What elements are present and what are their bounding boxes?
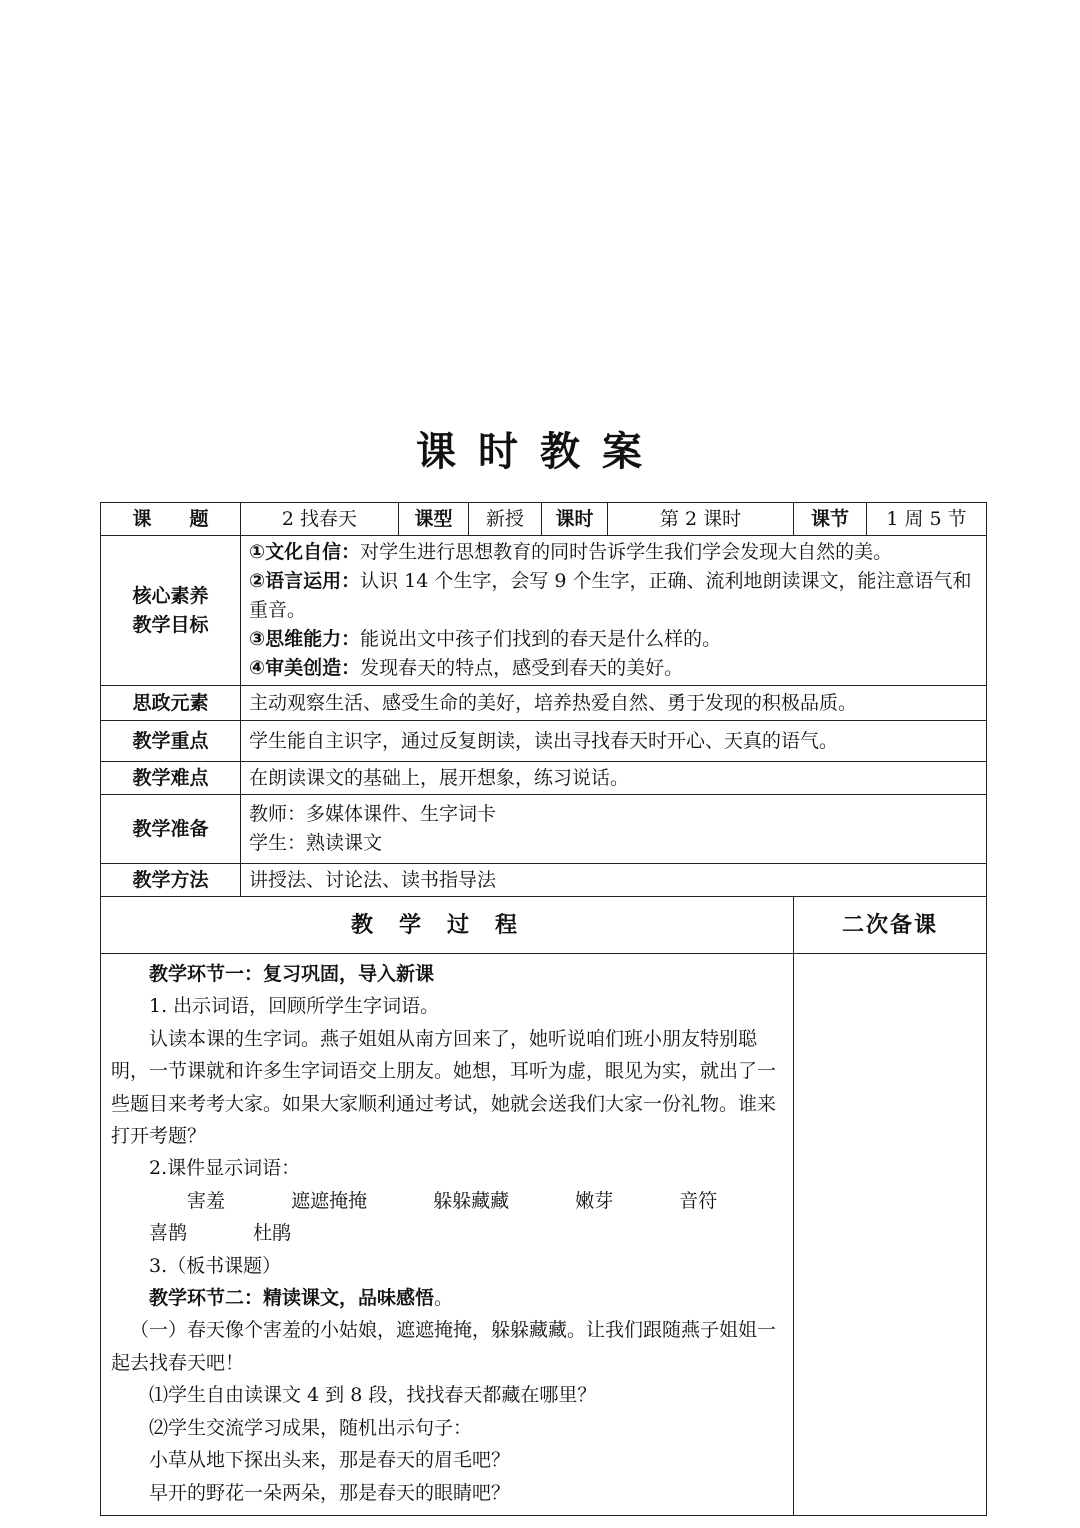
word: 音符: [679, 1189, 718, 1212]
goal-item: ③思维能力：能说出文中孩子们找到的春天是什么样的。: [249, 628, 722, 650]
step1-item1: 1. 出示词语，回顾所学生字词语。: [149, 995, 440, 1018]
step1-para: 认读本课的生字词。燕子姐姐从南方回来了，她听说咱们班小朋友特别聪明，一节课就和许多生字词语交上朋友。她想，耳听为虚，眼见为实，就出了一些题目来考考大家。如果大家顺利通过考试，她就会送我们大家一份礼物。谁来打开考题？: [111, 1027, 777, 1148]
step2-sub1: （一）春天像个害羞的小姑娘，遮遮掩掩，躲躲藏藏。让我们跟随燕子姐姐一起去找春天吧！: [111, 1319, 777, 1374]
preparation-row: [101, 795, 987, 864]
ideology-text: 主动观察生活、感受生命的美好，培养热爱自然、勇于发现的积极品质。: [241, 686, 987, 721]
period-label: 课时: [542, 503, 608, 536]
topic-value: 2 找春天: [241, 503, 399, 536]
word: 害羞: [187, 1189, 226, 1212]
header-row: [101, 503, 987, 536]
step1-item2: 2.课件显示词语：: [149, 1157, 301, 1180]
goals-label: [101, 536, 241, 686]
preparation-content: [241, 795, 987, 864]
section-value: 1 周 5 节: [867, 503, 987, 536]
lesson-plan-table: [100, 502, 987, 1516]
goal-item: ①文化自信：对学生进行思想教育的同时告诉学生我们学会发现大自然的美。: [249, 541, 893, 563]
topic-label: 课 题: [101, 503, 241, 536]
word: 喜鹊: [149, 1222, 188, 1245]
second-prep-header: 二次备课: [794, 897, 987, 954]
word: 遮遮掩掩: [291, 1189, 368, 1212]
method-row: [101, 864, 987, 897]
page-title: 课时教案: [416, 429, 664, 475]
key-point-label: 教学重点: [101, 721, 241, 762]
method-text: 讲授法、讨论法、读书指导法: [241, 864, 987, 897]
ideology-label: 思政元素: [101, 686, 241, 721]
process-body-row: [101, 954, 987, 1516]
method-label: 教学方法: [101, 864, 241, 897]
type-label: 课型: [399, 503, 469, 536]
step2-sentence2: 早开的野花一朵两朵，那是春天的眼睛吧？: [149, 1481, 511, 1504]
ideology-row: [101, 686, 987, 721]
process-body: [101, 954, 794, 1516]
word: 杜鹃: [253, 1222, 292, 1245]
word-list: [111, 1185, 785, 1250]
process-header: 教学过程: [101, 897, 794, 954]
word: 嫩芽: [575, 1189, 614, 1212]
preparation-label: 教学准备: [101, 795, 241, 864]
goal-item: ④审美创造：发现春天的特点，感受到春天的美好。: [249, 657, 684, 679]
difficulty-text: 在朗读课文的基础上，展开想象，练习说话。: [241, 762, 987, 795]
key-point-row: [101, 721, 987, 762]
step2-q1: ⑴学生自由读课文 4 到 8 段，找找春天都藏在哪里？: [149, 1384, 597, 1407]
key-point-text: 学生能自主识字，通过反复朗读，读出寻找春天时开心、天真的语气。: [241, 721, 987, 762]
process-header-row: [101, 897, 987, 954]
preparation-teacher: 教师：多媒体课件、生字词卡: [249, 803, 497, 825]
goals-content: [241, 536, 987, 686]
goals-label-line2: 教学目标: [132, 613, 209, 636]
step2-q2: ⑵学生交流学习成果，随机出示句子：: [149, 1416, 473, 1439]
step2-title: 教学环节二：精读课文，品味感悟。: [149, 1287, 454, 1310]
goal-item: ②语言运用：认识 14 个生字，会写 9 个生字，正确、流利地朗读课文，能注意语气和重音。: [249, 570, 972, 621]
preparation-student: 学生：熟读课文: [249, 832, 383, 854]
step1-item3: 3.（板书课题）: [149, 1254, 282, 1277]
goals-row: [101, 536, 987, 686]
goals-label-line1: 核心素养: [132, 584, 209, 607]
second-prep-cell: [794, 954, 987, 1516]
type-value: 新授: [469, 503, 542, 536]
difficulty-label: 教学难点: [101, 762, 241, 795]
word: 躲躲藏藏: [433, 1189, 510, 1212]
step2-sentence1: 小草从地下探出头来，那是春天的眉毛吧？: [149, 1449, 511, 1472]
period-value: 第 2 课时: [608, 503, 794, 536]
step1-title: 教学环节一：复习巩固，导入新课: [149, 963, 435, 985]
difficulty-row: [101, 762, 987, 795]
section-label: 课节: [794, 503, 867, 536]
